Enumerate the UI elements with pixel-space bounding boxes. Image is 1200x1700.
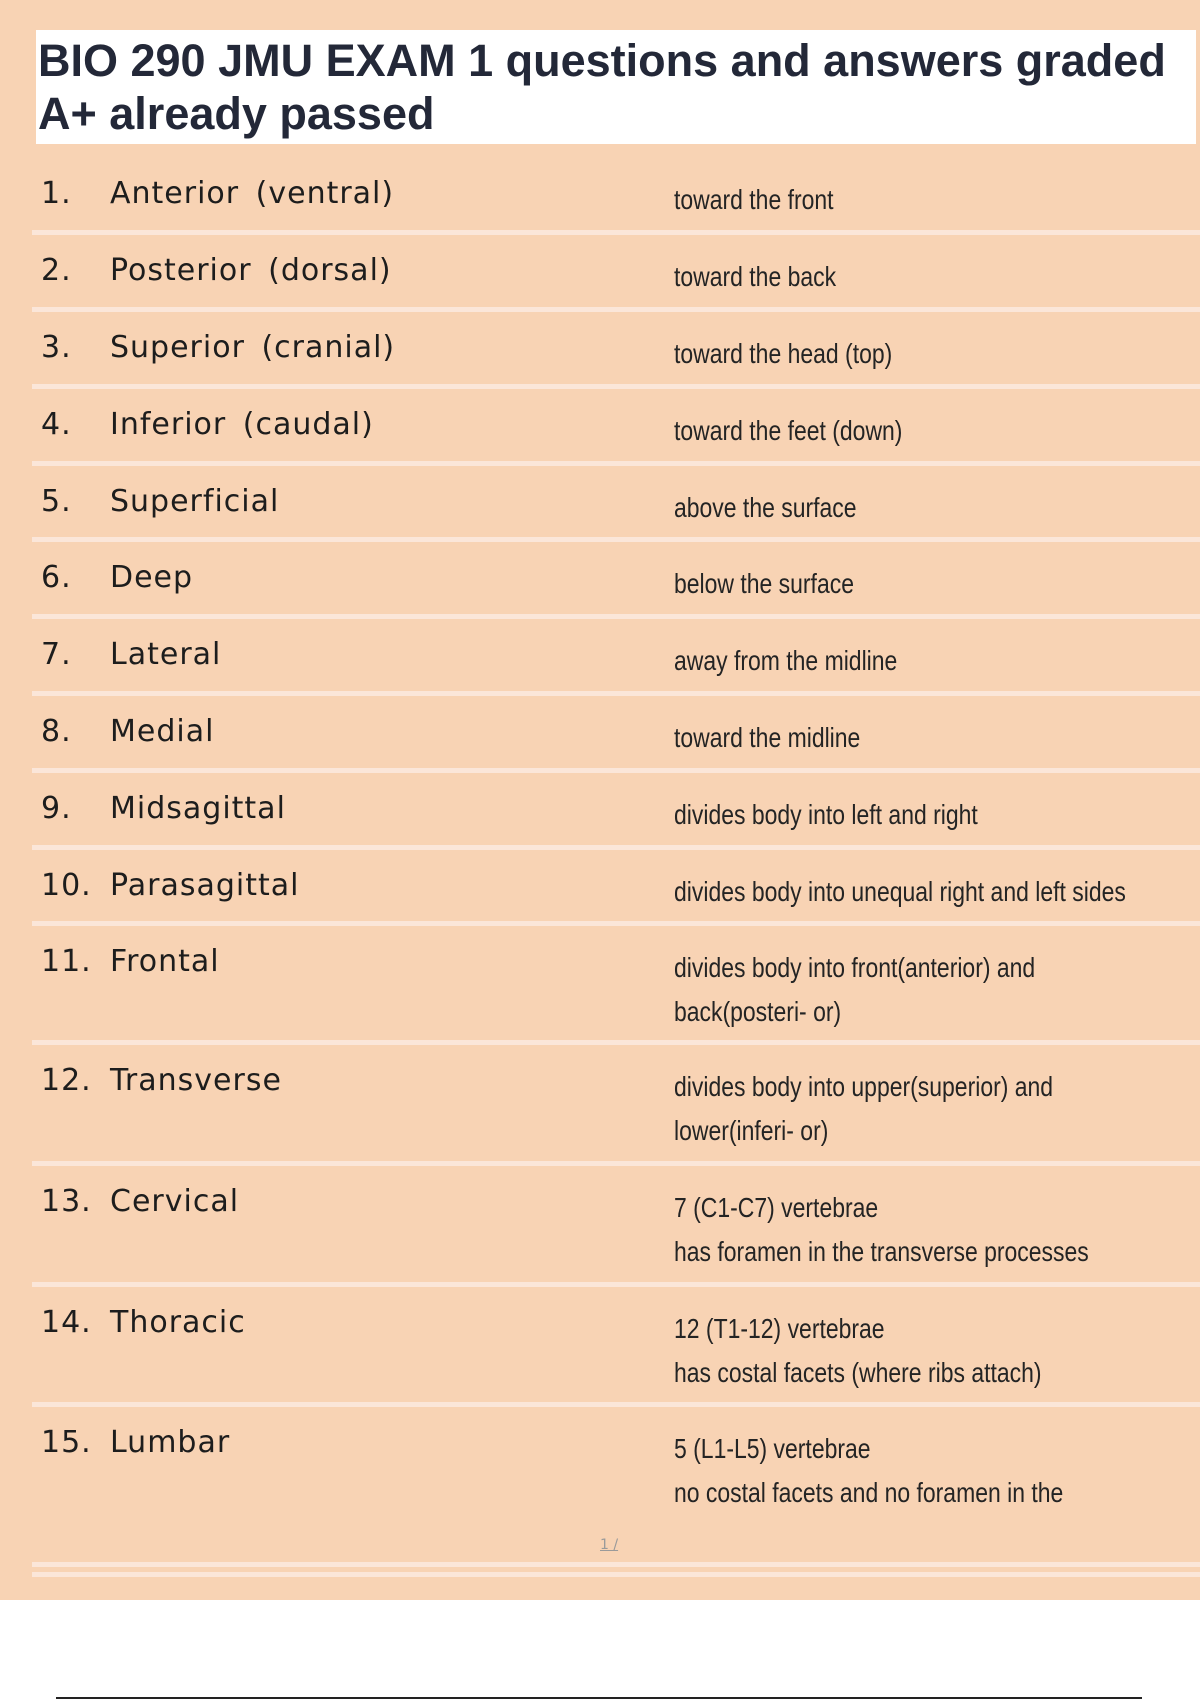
definition-line: divides body into front(anterior) and [674, 952, 1036, 983]
flashcard-row [32, 1166, 1200, 1287]
definition-line: toward the midline [674, 722, 861, 753]
term: Anterior (ventral) [110, 176, 395, 211]
definition [674, 178, 1109, 222]
definition [674, 1065, 1109, 1153]
footer-rule [56, 1697, 1142, 1699]
flashcard-row [32, 389, 1200, 466]
definition-line: above the surface [674, 492, 857, 523]
flashcard-row [32, 696, 1200, 773]
item-number: 12. [41, 1063, 92, 1098]
term: Deep [110, 560, 194, 595]
definition-line: below the surface [674, 568, 854, 599]
definition [674, 639, 1109, 683]
item-number: 11. [41, 944, 92, 979]
definition-line: toward the back [674, 261, 837, 292]
flashcard-row [32, 235, 1200, 312]
definition [674, 1186, 1109, 1274]
flashcard-row [32, 312, 1200, 389]
flashcard-row [32, 466, 1200, 542]
document-title: BIO 290 JMU EXAM 1 questions and answers graded A+ already passed [38, 35, 1166, 139]
term: Parasagittal [110, 868, 300, 903]
item-number: 3. [41, 330, 72, 365]
definition-line: toward the head (top) [674, 338, 893, 369]
flashcard-row [32, 619, 1200, 696]
definition [674, 255, 1109, 299]
definition [674, 409, 1109, 453]
definition-line: has foramen in the transverse processes [674, 1236, 1089, 1267]
definition [674, 1427, 1109, 1515]
item-number: 7. [41, 637, 72, 672]
term: Cervical [110, 1184, 240, 1219]
definition-line: lower(inferi- or) [674, 1115, 829, 1146]
item-number: 10. [41, 868, 92, 903]
definition-line: has costal facets (where ribs attach) [674, 1357, 1042, 1388]
flashcard-row [32, 926, 1200, 1045]
definition-line: divides body into upper(superior) and [674, 1071, 1054, 1102]
definition [674, 946, 1109, 1034]
item-number: 4. [41, 407, 72, 442]
term: Thoracic [110, 1305, 246, 1340]
definition-line: divides body into unequal right and left sides [674, 876, 1126, 907]
item-number: 5. [41, 484, 72, 519]
term: Inferior (caudal) [110, 407, 374, 442]
definition-line: no costal facets and no foramen in the [674, 1477, 1064, 1508]
item-number: 2. [41, 253, 72, 288]
item-number: 8. [41, 714, 72, 749]
item-number: 15. [41, 1425, 92, 1460]
page-number: 1 / [600, 1537, 619, 1553]
definition-line: divides body into left and right [674, 799, 978, 830]
title-box [36, 30, 1196, 144]
flashcard-row [32, 158, 1200, 235]
item-number: 1. [41, 176, 72, 211]
flashcard-row [32, 1287, 1200, 1407]
definition [674, 332, 1109, 376]
term: Medial [110, 714, 215, 749]
term: Superficial [110, 484, 280, 519]
definition [674, 562, 1109, 606]
definition-line: toward the feet (down) [674, 415, 903, 446]
definition-line: back(posteri- or) [674, 996, 842, 1027]
item-number: 6. [41, 560, 72, 595]
definition [674, 486, 1109, 530]
item-number: 9. [41, 791, 72, 826]
definition-line: away from the midline [674, 645, 898, 676]
item-number: 13. [41, 1184, 92, 1219]
term: Transverse [110, 1063, 282, 1098]
definition-line: 12 (T1-12) vertebrae [674, 1313, 885, 1344]
definition-line: 5 (L1-L5) vertebrae [674, 1433, 871, 1464]
term: Midsagittal [110, 791, 286, 826]
term: Posterior (dorsal) [110, 253, 392, 288]
definition [674, 870, 1126, 914]
flashcard-row [32, 850, 1200, 926]
definition-line: 7 (C1-C7) vertebrae [674, 1192, 879, 1223]
definition [674, 793, 1109, 837]
term: Lumbar [110, 1425, 231, 1460]
definition-line: toward the front [674, 184, 834, 215]
flashcard-row [32, 1045, 1200, 1166]
term: Superior (cranial) [110, 330, 396, 365]
item-number: 14. [41, 1305, 92, 1340]
flashcard-row [32, 773, 1200, 850]
flashcard-list [32, 158, 1200, 1567]
definition [674, 1307, 1109, 1395]
divider [32, 1572, 1200, 1577]
term: Lateral [110, 637, 222, 672]
term: Frontal [110, 944, 220, 979]
definition [674, 716, 1109, 760]
flashcard-row [32, 542, 1200, 619]
